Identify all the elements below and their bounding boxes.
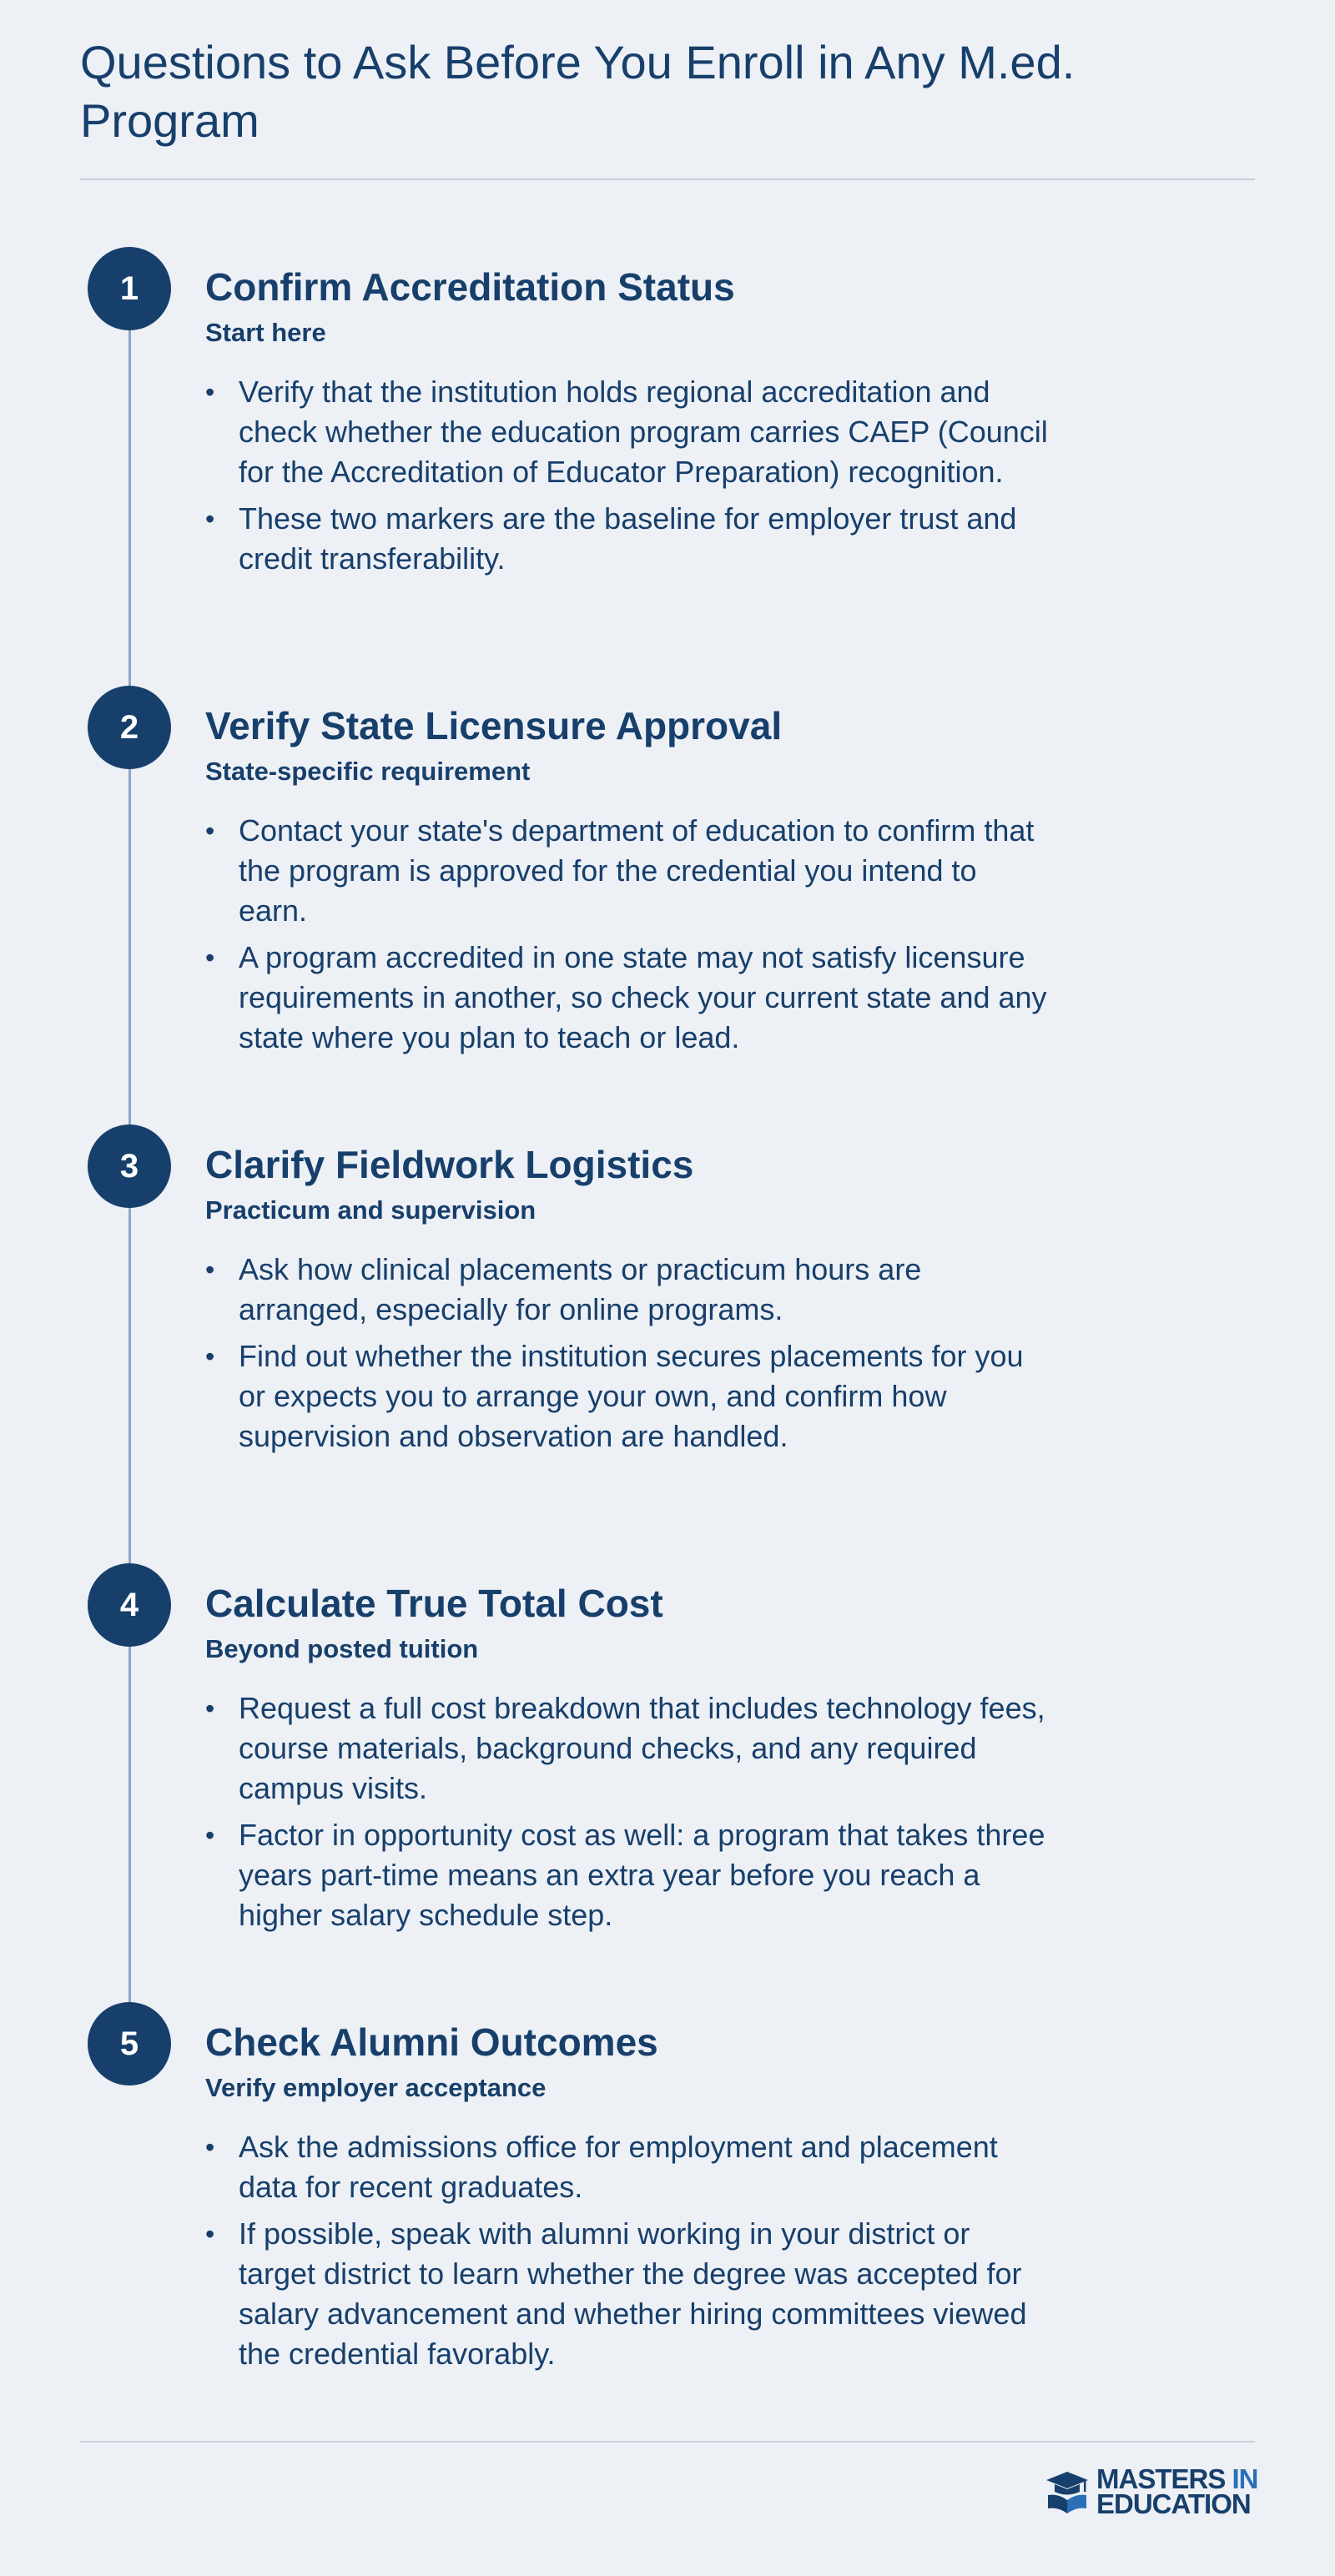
bullet-item: • Ask the admissions office for employment and placement data for recent graduates. [205,2127,1048,2207]
bullet-item: • A program accredited in one state may not satisfy licensure requirements in another, so check your current state and any state where you plan to teach or lead. [205,938,1048,1058]
logo-word-masters: MASTERS [1096,2463,1226,2494]
bullet-item: • Find out whether the institution secures placements for you or expects you to arrange your own, and confirm how supervision and observation are handled. [205,1336,1048,1457]
bullet-item: • Contact your state's department of education to confirm that the program is approved for the credential you intend to earn. [205,811,1048,931]
page-title: Questions to Ask Before You Enroll in Any M.ed. Program [80,36,1076,147]
logo-word-in: IN [1232,2463,1258,2494]
step-subtitle: Verify employer acceptance [205,2073,547,2102]
bullet-item: • Factor in opportunity cost as well: a program that takes three years part-time means an extra year before you reach a higher salary schedule step. [205,1815,1048,1935]
footer-divider [80,2441,1255,2443]
graduation-cap-book-icon [1045,2467,1090,2517]
step-bullet-list [205,2127,1048,2381]
step-number-badge: 1 [88,247,171,330]
step-subtitle: Beyond posted tuition [205,1634,479,1663]
bullet-item: • If possible, speak with alumni working in your district or target district to learn whether the degree was accepted for salary advancement and whether hiring committees viewed the credential favorably. [205,2214,1048,2374]
step-subtitle: Start here [205,318,326,347]
bullet-item: • These two markers are the baseline for employer trust and credit transferability. [205,499,1048,579]
step-title: Check Alumni Outcomes [205,2020,658,2064]
bullet-item: • Verify that the institution holds regional accreditation and check whether the education program carries CAEP (Council for the Accreditation of Educator Preparation) recognition. [205,372,1048,492]
masters-in-education-logo [1045,2464,1258,2519]
step-subtitle: State-specific requirement [205,757,531,786]
step-subtitle: Practicum and supervision [205,1195,537,1225]
step-bullet-list [205,372,1048,586]
step-number-badge: 5 [88,2002,171,2085]
step-title: Confirm Accreditation Status [205,265,735,309]
logo-word-education: EDUCATION [1096,2488,1251,2519]
step-title: Verify State Licensure Approval [205,704,783,747]
step-bullet-list [205,811,1048,1064]
step-number-badge: 2 [88,686,171,769]
step-bullet-list [205,1688,1048,1942]
step-title: Calculate True Total Cost [205,1582,663,1625]
bullet-item: • Ask how clinical placements or practicum hours are arranged, especially for online programs. [205,1250,1048,1330]
bullet-item: • Request a full cost breakdown that includes technology fees, course materials, background checks, and any required campus visits. [205,1688,1048,1809]
step-title: Clarify Fieldwork Logistics [205,1143,694,1186]
step-number-badge: 4 [88,1563,171,1647]
step-number-badge: 3 [88,1124,171,1208]
header-divider [80,179,1255,180]
step-bullet-list [205,1250,1048,1463]
